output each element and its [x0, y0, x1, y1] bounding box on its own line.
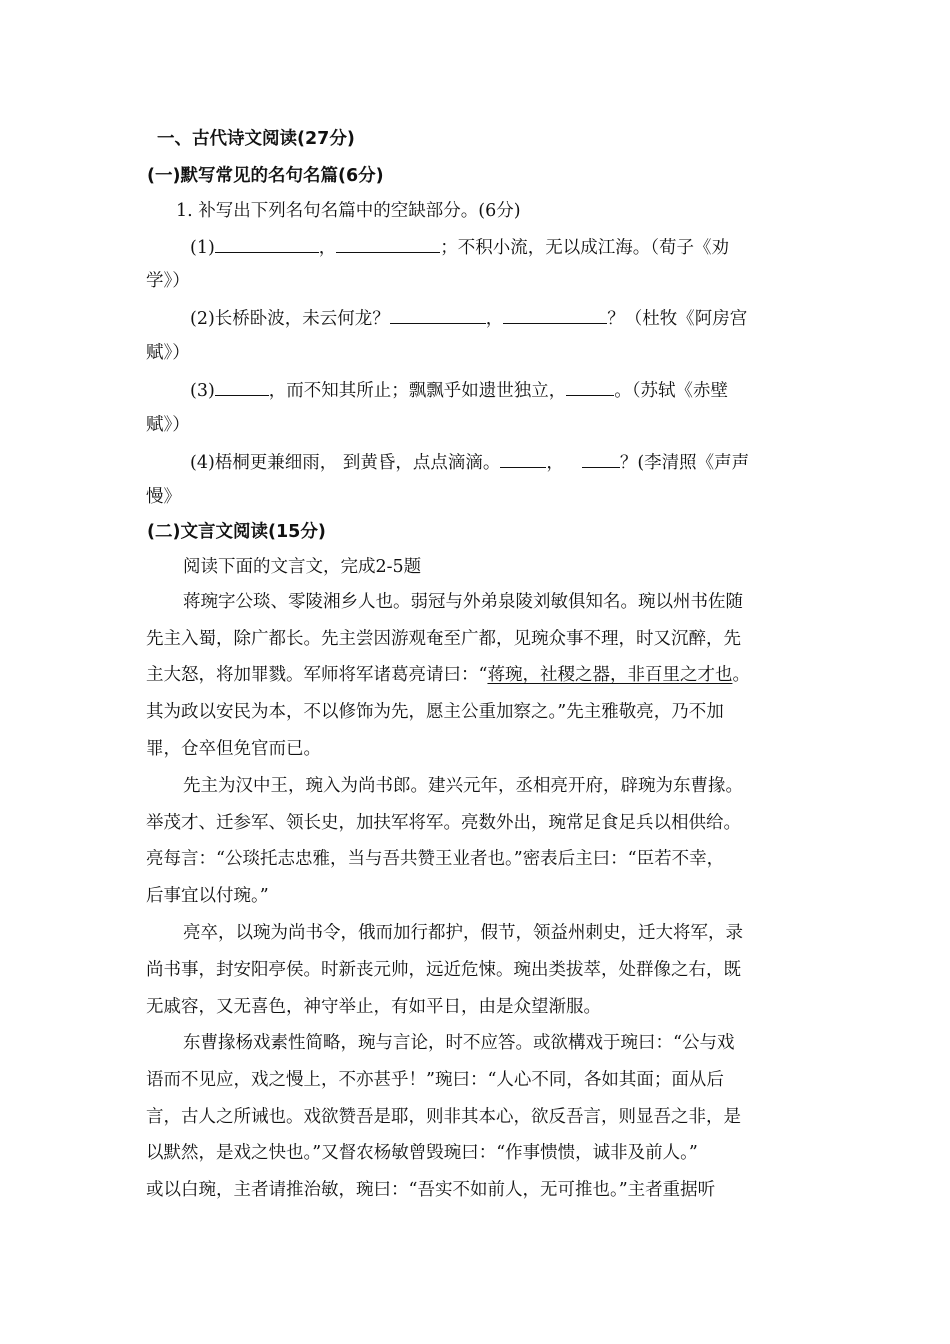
passage-line: 言，古人之所诫也。戏欲赞吾是耶，则非其本心，欲反吾言，则显吾之非，是 [146, 1107, 741, 1127]
blank-field[interactable] [390, 306, 486, 324]
blank-field[interactable] [582, 450, 620, 468]
part1-title: (一)默写常见的名句名篇(6分) [147, 166, 384, 186]
underlined-sentence: 蒋琬，社稷之器，非百里之才也 [487, 665, 733, 685]
item-number: (4) [190, 453, 215, 473]
item-number: (3) [190, 381, 215, 401]
passage-line: 其为政以安民为本，不以修饰为先，愿主公重加察之。”先主雅敬亮，乃不加 [146, 702, 724, 722]
fill-item-3: (3) ，而不知其所止；飘飘乎如遗世独立， 。（苏轼《赤壁 [190, 378, 728, 402]
blank-field[interactable] [500, 450, 546, 468]
passage-line: 无戚容，又无喜色，神守举止，有如平日，由是众望渐服。 [146, 997, 601, 1017]
passage-line: 后事宜以付琬。” [146, 886, 269, 906]
blank-field[interactable] [336, 235, 440, 253]
passage-line: 先主为汉中王，琬入为尚书郎。建兴元年，丞相亮开府，辟琬为东曹掾。 [183, 776, 743, 796]
passage-line: 罪，仓卒但免官而已。 [146, 739, 321, 759]
fill-item-4-cont: 慢》 [146, 487, 181, 507]
fill-item-2-cont: 赋》） [146, 343, 190, 363]
part2-instruction: 阅读下面的文言文，完成2-5题 [183, 557, 422, 577]
passage-line: 亮卒，以琬为尚书令，俄而加行都护，假节，领益州刺史，迁大将军，录 [183, 923, 743, 943]
fill-item-4: (4)梧桐更兼细雨， 到黄昏，点点滴滴。 ， ？(李清照《声声 [190, 450, 749, 474]
blank-field[interactable] [215, 378, 269, 396]
passage-line: 蒋琬字公琰、零陵湘乡人也。弱冠与外弟泉陵刘敏俱知名。琬以州书佐随 [183, 592, 743, 612]
passage-line: 东曹掾杨戏素性简略，琬与言论，时不应答。或欲構戏于琬曰：“公与戏 [183, 1033, 735, 1053]
passage-line: 尚书事，封安阳亭侯。时新丧元帅，远近危悚。琬出类拔萃，处群像之右，既 [146, 960, 741, 980]
fill-item-1-cont: 学》） [146, 271, 190, 291]
fill-item-3-cont: 赋》） [146, 415, 190, 435]
section-title: 一、古代诗文阅读(27分) [157, 129, 355, 149]
blank-field[interactable] [215, 235, 319, 253]
passage-line: 语而不见应，戏之慢上，不亦甚乎！”琬曰：“人心不同，各如其面；面从后 [146, 1070, 724, 1090]
passage-line: 亮每言：“公琰托志忠雅，当与吾共赞王业者也。”密表后主曰：“臣若不幸， [146, 849, 725, 869]
fill-item-1: (1) ， ；不积小流，无以成江海。（荀子《劝 [190, 235, 729, 259]
fill-item-2: (2)长桥卧波，未云何龙？ ， ？（杜牧《阿房宫 [190, 306, 747, 330]
passage-line: 或以白琬，主者请推治敏，琬曰：“吾实不如前人，无可推也。”主者重据听 [146, 1180, 716, 1200]
blank-field[interactable] [566, 378, 614, 396]
item-number: (2) [190, 309, 215, 329]
question-1: 1. 补写出下列名句名篇中的空缺部分。(6分) [176, 201, 521, 221]
item-number: (1) [190, 238, 215, 258]
blank-field[interactable] [503, 306, 607, 324]
passage-line: 举茂才、迁参军、领长史，加扶军将军。亮数外出，琬常足食足兵以相供给。 [146, 813, 741, 833]
passage-line: 以默然，是戏之快也。”又督农杨敏曾毁琬曰：“作事愦愦，诚非及前人。” [146, 1143, 698, 1163]
passage-line: 先主入蜀，除广都长。先主尝因游观奄至广都，见琬众事不理，时又沉醉，先 [146, 629, 741, 649]
part2-title: (二)文言文阅读(15分) [147, 522, 326, 542]
passage-line: 主大怒，将加罪戮。军师将军诸葛亮请曰：“蒋琬，社稷之器，非百里之才也。 [146, 665, 750, 685]
